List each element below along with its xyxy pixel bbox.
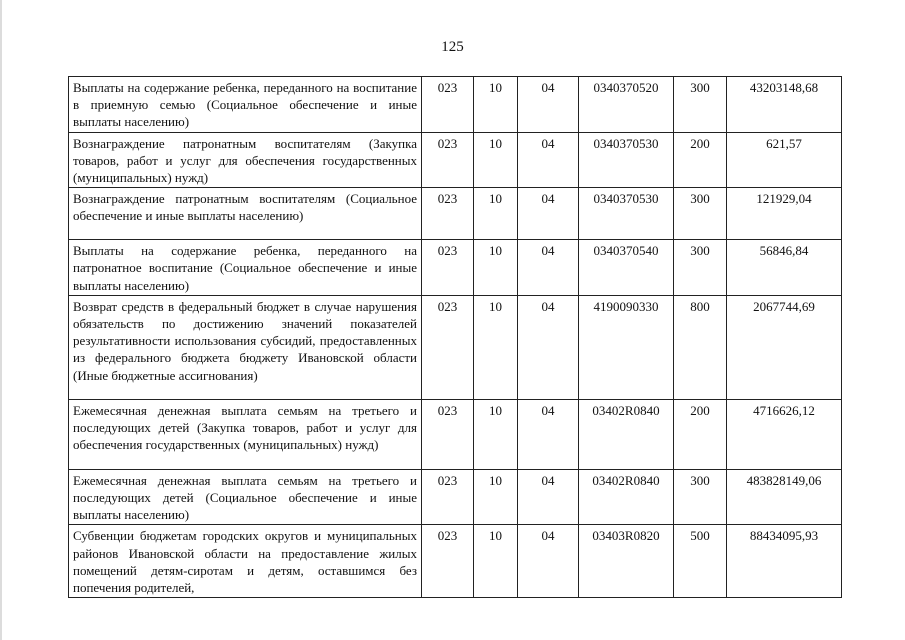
row-description: Возврат средств в федеральный бюджет в случае нарушения обязательств по достижению значений показателей результативности использования субсидий, предоставленных из федерального бюджета бюджету Ивановской области (Иные бюджетные ассигнования)	[69, 295, 422, 399]
target-code: 0340370520	[579, 77, 674, 133]
section-code: 10	[474, 399, 518, 469]
target-code: 4190090330	[579, 295, 674, 399]
row-description: Ежемесячная денежная выплата семьям на третьего и последующих детей (Закупка товаров, работ и услуг для обеспечения государственных (муниципальных) нужд)	[69, 399, 422, 469]
row-description: Выплаты на содержание ребенка, переданного на воспитание в приемную семью (Социальное обеспечение и иные выплаты населению)	[69, 77, 422, 133]
amount: 56846,84	[727, 240, 842, 296]
ministry-code: 023	[422, 77, 474, 133]
ministry-code: 023	[422, 188, 474, 240]
row-description: Вознаграждение патронатным воспитателям (Закупка товаров, работ и услуг для обеспечения государственных (муниципальных) нужд)	[69, 132, 422, 188]
expense-type-code: 300	[674, 77, 727, 133]
target-code: 0340370530	[579, 132, 674, 188]
expense-type-code: 300	[674, 469, 727, 525]
budget-table	[68, 76, 842, 598]
ministry-code: 023	[422, 399, 474, 469]
amount: 4716626,12	[727, 399, 842, 469]
section-code: 10	[474, 469, 518, 525]
subsection-code: 04	[518, 525, 579, 598]
table-row	[69, 188, 842, 240]
amount: 621,57	[727, 132, 842, 188]
row-description: Вознаграждение патронатным воспитателям (Социальное обеспечение и иные выплаты населению)	[69, 188, 422, 240]
table-row	[69, 132, 842, 188]
table-row	[69, 525, 842, 598]
expense-type-code: 500	[674, 525, 727, 598]
expense-type-code: 200	[674, 399, 727, 469]
table-row	[69, 469, 842, 525]
expense-type-code: 200	[674, 132, 727, 188]
section-code: 10	[474, 132, 518, 188]
subsection-code: 04	[518, 240, 579, 296]
ministry-code: 023	[422, 525, 474, 598]
expense-type-code: 300	[674, 240, 727, 296]
section-code: 10	[474, 188, 518, 240]
amount: 2067744,69	[727, 295, 842, 399]
row-description: Субвенции бюджетам городских округов и муниципальных районов Ивановской области на предоставление жилых помещений детям-сиротам и детям, оставшимся без попечения родителей,	[69, 525, 422, 598]
row-description: Ежемесячная денежная выплата семьям на третьего и последующих детей (Социальное обеспечение и иные выплаты населению)	[69, 469, 422, 525]
subsection-code: 04	[518, 399, 579, 469]
section-code: 10	[474, 295, 518, 399]
section-code: 10	[474, 525, 518, 598]
target-code: 03402R0840	[579, 399, 674, 469]
expense-type-code: 300	[674, 188, 727, 240]
subsection-code: 04	[518, 469, 579, 525]
target-code: 0340370540	[579, 240, 674, 296]
amount: 483828149,06	[727, 469, 842, 525]
expense-type-code: 800	[674, 295, 727, 399]
subsection-code: 04	[518, 295, 579, 399]
subsection-code: 04	[518, 77, 579, 133]
table-row	[69, 295, 842, 399]
subsection-code: 04	[518, 132, 579, 188]
page-number: 125	[441, 39, 464, 55]
amount: 43203148,68	[727, 77, 842, 133]
target-code: 03403R0820	[579, 525, 674, 598]
ministry-code: 023	[422, 295, 474, 399]
target-code: 03402R0840	[579, 469, 674, 525]
amount: 88434095,93	[727, 525, 842, 598]
scan-edge	[0, 0, 2, 640]
ministry-code: 023	[422, 132, 474, 188]
table-row	[69, 77, 842, 133]
subsection-code: 04	[518, 188, 579, 240]
amount: 121929,04	[727, 188, 842, 240]
target-code: 0340370530	[579, 188, 674, 240]
ministry-code: 023	[422, 469, 474, 525]
table-row	[69, 399, 842, 469]
ministry-code: 023	[422, 240, 474, 296]
row-description: Выплаты на содержание ребенка, переданного на патронатное воспитание (Социальное обеспечение и иные выплаты населению)	[69, 240, 422, 296]
section-code: 10	[474, 240, 518, 296]
table-row	[69, 240, 842, 296]
section-code: 10	[474, 77, 518, 133]
